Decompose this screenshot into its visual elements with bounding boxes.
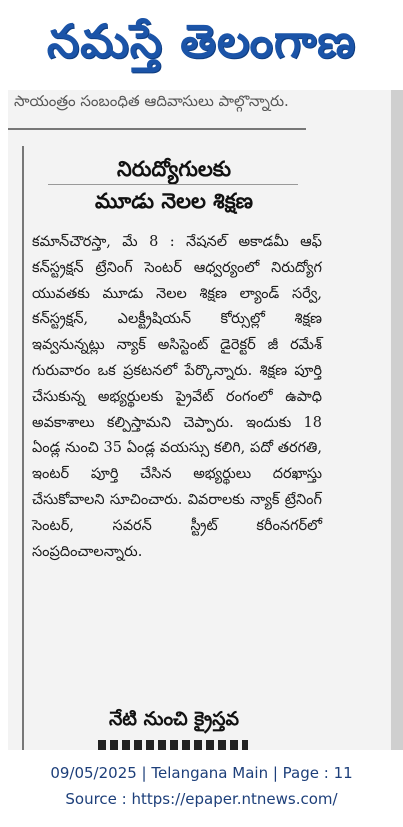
article-body: కమాన్‌చౌరస్తా, మే 8 : నేషనల్ అకాడమీ ఆఫ్ కన్‌స్ట్రక్షన్ ట్రేనింగ్ సెంటర్ ఆధ్వర్యంలో నిరుద్యోగ యువతకు మూడు నెలల శిక్షణ ల్యాండ్ సర్వే, కన్‌స్ట్రక్షన్, ఎలక్ట్రీషియన్ కోర్సుల్లో శిక్షణ ఇవ్వనున్నట్లు న్యాక్ అసిస్టెంట్ డైరెక్టర్ జీ రమేశ్ గురువారం ఒక ప్రకటనలో పేర్కొన్నారు. శిక్షణ పూర్తి చేసుకున్న అభ్యర్థులకు ప్రైవేట్ రంగంలో ఉపాధి అవకాశాలు కల్పిస్తామని చెప్పారు. ఇందుకు 18 ఏండ్ల నుంచి 35 ఏండ్ల వయస్సు కలిగి, పదో తరగతి, ఇంటర్ పూర్తి చేసిన అభ్యర్థులు దరఖాస్తు చేసుకోవాలని సూచించారు. వివరాలకు న్యాక్ ట్రేనింగ్ సెంటర్, సవరన్ స్ట్రీట్ కరీంనగర్‌లో సంప్రదించాలన్నారు. <box>32 234 322 560</box>
headline-divider <box>48 184 298 185</box>
article-headline-line2: మూడు నెలల శిక్షణ <box>94 188 254 213</box>
adjacent-column-edge <box>391 90 403 750</box>
article-clipping <box>8 90 403 750</box>
source-link[interactable]: Source : https://epaper.ntnews.com/ <box>65 790 338 808</box>
footer <box>0 752 403 827</box>
edition-info: 09/05/2025 | Telangana Main | Page : 11 <box>50 764 353 782</box>
article-headline-line1: నిరుద్యోగులకు <box>116 156 232 181</box>
column-divider-top <box>8 128 306 130</box>
next-article-headline: నేటి నుంచి క్రైస్తవ <box>108 708 240 730</box>
column-divider-left <box>22 146 24 750</box>
masthead <box>0 0 403 90</box>
newspaper-logo: నమస్తే తెలంగాణ <box>46 14 357 68</box>
truncated-text-line <box>98 740 248 750</box>
previous-article-line: సాయంత్రం సంబంధిత ఆదివాసులు పాల్గొన్నారు. <box>14 92 289 110</box>
